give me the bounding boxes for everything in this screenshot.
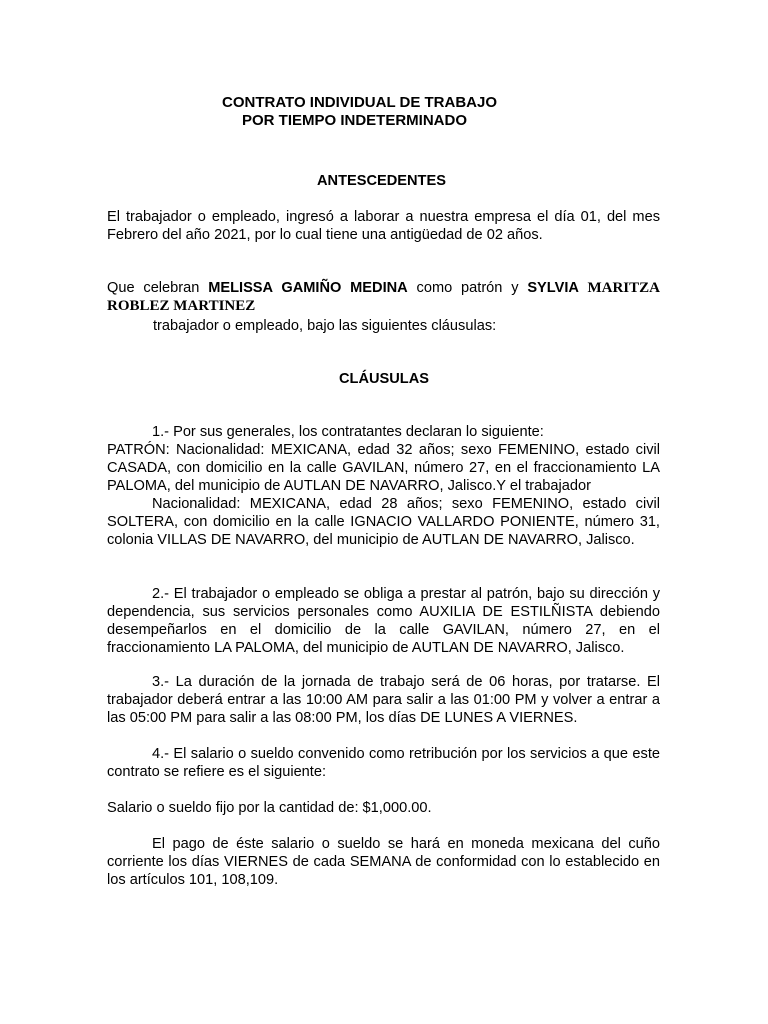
clause-1-intro: 1.- Por sus generales, los contratantes declaran lo siguiente:	[152, 424, 544, 440]
worker-first-name: SYLVIA	[527, 280, 579, 296]
clause-2: 2.- El trabajador o empleado se obliga a prestar al patrón, bajo su dirección y dependencia, sus servicios personales como AUXILIA DE ESTILÑISTA debiendo desempeñarlos en el domicilio de la calle GAVILAN, número 27, en el fraccionamiento LA PALOMA, del municipio de AUTLAN DE NAVARRO, Jalisco.	[107, 586, 660, 656]
antecedentes-heading: ANTESCEDENTES	[317, 173, 446, 189]
clausulas-heading: CLÁUSULAS	[339, 371, 429, 387]
employer-name: MELISSA GAMIÑO MEDINA	[208, 280, 408, 296]
clause-1-worker: Nacionalidad: MEXICANA, edad 28 años; sexo FEMENINO, estado civil SOLTERA, con domicilio en la calle IGNACIO VALLARDO PONIENTE, número 31, colonia VILLAS DE NAVARRO, del municipio de AUTLAN DE NAVARRO, Jalisco.	[107, 496, 660, 548]
title-line-2: POR TIEMPO INDETERMINADO	[242, 112, 468, 129]
antecedentes-text: El trabajador o empleado, ingresó a laborar a nuestra empresa el día 01, del mes Febrero del año 2021, por lo cual tiene una antigüedad de 02 años.	[107, 209, 660, 243]
clause-4: 4.- El salario o sueldo convenido como retribución por los servicios a que este contrato se refiere es el siguiente:	[107, 746, 660, 780]
worker-rest-name: MARITZA ROBLEZ MARTINEZ	[107, 280, 660, 314]
title-line-1: CONTRATO INDIVIDUAL DE TRABAJO	[222, 94, 498, 111]
parties-mid: como patrón y	[407, 280, 528, 296]
clause-3: 3.- La duración de la jornada de trabajo será de 06 horas, por tratarse. El trabajador deberá entrar a las 10:00 AM para salir a las 01:00 PM y volver a entrar a las 05:00 PM para salir a las 08:00 PM, los días DE LUNES A VIERNES.	[107, 674, 660, 726]
salary-line: Salario o sueldo fijo por la cantidad de: $1,000.00.	[107, 800, 432, 816]
payment-paragraph: El pago de éste salario o sueldo se hará en moneda mexicana del cuño corriente los días VIERNES de cada SEMANA de conformidad con lo establecido en los artículos 101, 108,109.	[107, 836, 660, 888]
clause-1-patron: PATRÓN: Nacionalidad: MEXICANA, edad 32 años; sexo FEMENINO, estado civil CASADA, con domicilio en la calle GAVILAN, número 27, en el fraccionamiento LA PALOMA, del municipio de AUTLAN DE NAVARRO, Jalisco.Y el trabajador	[107, 442, 660, 494]
parties-paragraph	[107, 279, 660, 315]
parties-post: trabajador o empleado, bajo las siguientes cláusulas:	[153, 318, 497, 334]
parties-pre: Que celebran	[107, 280, 209, 296]
